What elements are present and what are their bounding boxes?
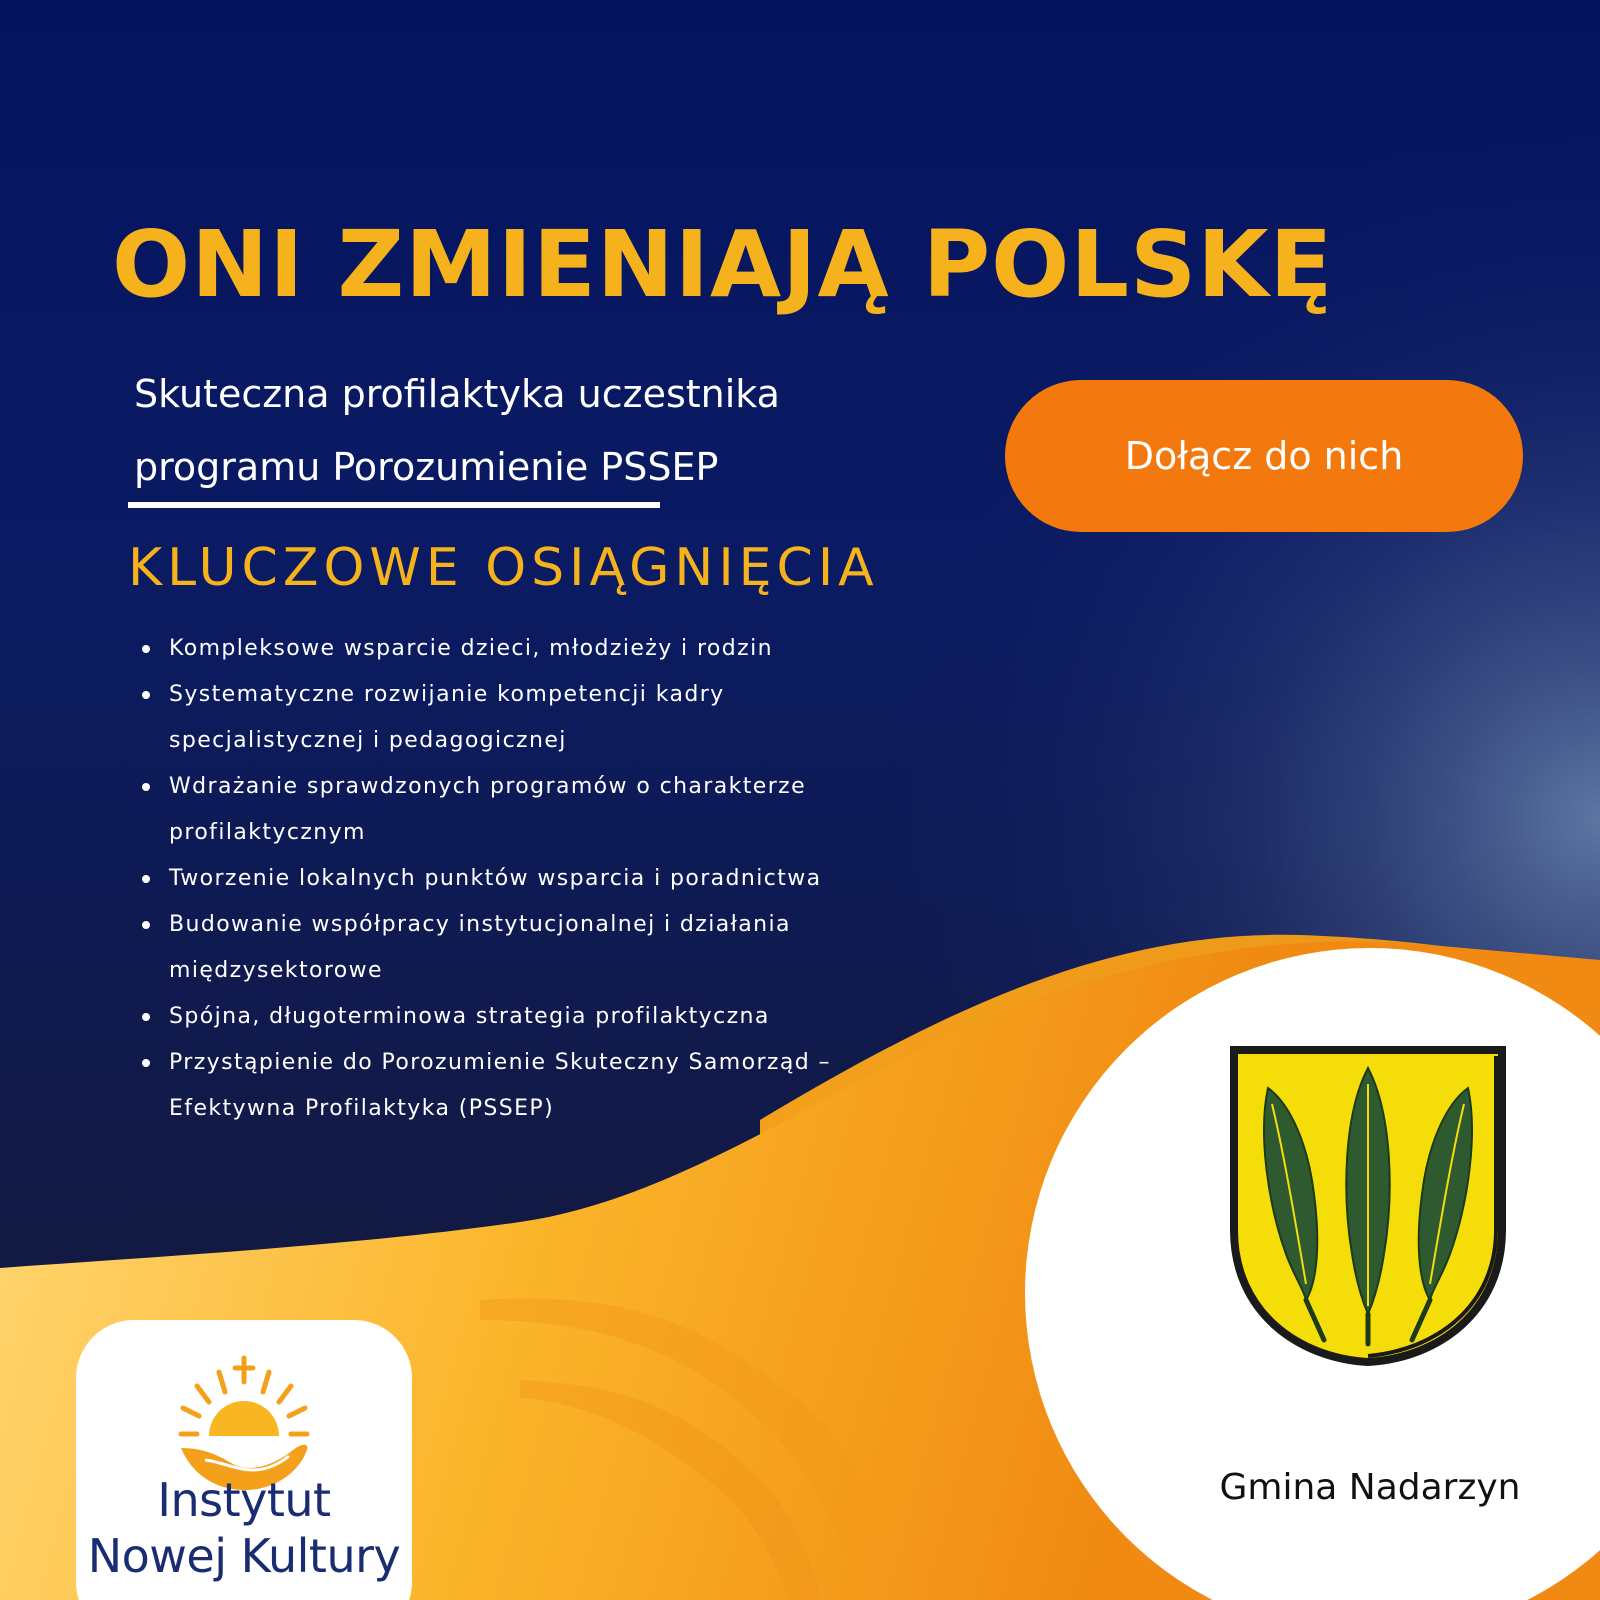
gmina-name: Gmina Nadarzyn [1219, 1467, 1521, 1508]
institute-name-line-1: Instytut [157, 1473, 331, 1527]
achievements-list [136, 626, 926, 1132]
subtitle [134, 358, 894, 504]
coat-of-arms-icon [1228, 1044, 1508, 1368]
list-item: Systematyczne rozwijanie kompetencji kadry specjalistycznej i pedagogicznej [136, 672, 926, 764]
institute-name-line-2: Nowej Kultury [87, 1529, 401, 1583]
main-title: ONI ZMIENIAJĄ POLSKĘ [112, 211, 1334, 318]
list-item: Wdrażanie sprawdzonych programów o charakterze profilaktycznym [136, 764, 926, 856]
list-item: Spójna, długoterminowa strategia profilaktyczna [136, 994, 926, 1040]
list-item: Budowanie współpracy instytucjonalnej i działania międzysektorowe [136, 902, 926, 994]
institute-name [86, 1472, 402, 1584]
subtitle-line-2: programu Porozumienie PSSEP [134, 445, 719, 489]
achievements-heading: KLUCZOWE OSIĄGNIĘCIA [128, 538, 879, 598]
list-item: Tworzenie lokalnych punktów wsparcia i poradnictwa [136, 856, 926, 902]
sunrise-hands-icon [175, 1352, 313, 1492]
join-them-button[interactable]: Dołącz do nich [1005, 380, 1523, 532]
institute-logo-card [76, 1320, 412, 1600]
list-item: Przystąpienie do Porozumienie Skuteczny Samorząd – Efektywna Profilaktyka (PSSEP) [136, 1040, 926, 1132]
subtitle-underline [128, 502, 660, 508]
list-item: Kompleksowe wsparcie dzieci, młodzieży i rodzin [136, 626, 926, 672]
subtitle-line-1: Skuteczna profilaktyka uczestnika [134, 372, 780, 416]
